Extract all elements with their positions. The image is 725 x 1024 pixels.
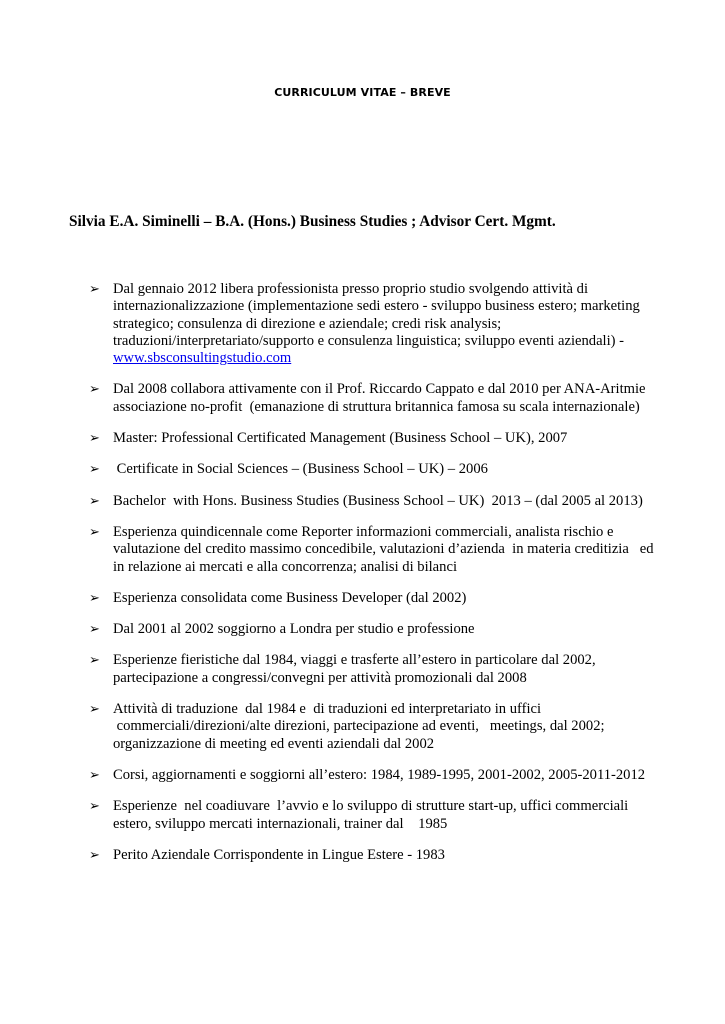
arrow-bullet-icon: ➢ bbox=[89, 493, 100, 509]
list-item bbox=[89, 281, 669, 367]
arrow-bullet-icon: ➢ bbox=[89, 702, 100, 718]
arrow-bullet-icon: ➢ bbox=[89, 382, 100, 398]
list-item-text: Perito Aziendale Corrispondente in Lingue Estere - 1983 bbox=[113, 846, 445, 863]
list-item bbox=[89, 767, 669, 784]
list-item-text: Esperienze fieristiche dal 1984, viaggi e trasferte all’estero in particolare dal 2002, bbox=[113, 652, 596, 669]
list-item bbox=[89, 621, 669, 638]
arrow-bullet-icon: ➢ bbox=[89, 653, 100, 669]
list-item-text: organizzazione di meeting ed eventi aziendali dal 2002 bbox=[113, 735, 435, 752]
list-item-text: in relazione ai mercati e alla concorrenza; analisi di bilanci bbox=[113, 558, 457, 575]
arrow-bullet-icon: ➢ bbox=[89, 622, 100, 638]
list-item-text: Certificate in Social Sciences – (Business School – UK) – 2006 bbox=[113, 461, 488, 478]
list-item-text: Esperienze nel coadiuvare l’avvio e lo sviluppo di strutture start-up, uffici commerciali bbox=[113, 798, 629, 815]
list-item bbox=[89, 461, 669, 478]
list-item-text: associazione no-profit (emanazione di struttura britannica famosa su scala internazionale) bbox=[113, 398, 640, 415]
cv-heading: Silvia E.A. Siminelli – B.A. (Hons.) Business Studies ; Advisor Cert. Mgmt. bbox=[69, 213, 556, 230]
list-item-text: Dal 2008 collabora attivamente con il Prof. Riccardo Cappato e dal 2010 per ANA-Aritmie bbox=[113, 381, 646, 398]
list-item-text: traduzioni/interpretariato/supporto e consulenza linguistica; sviluppo eventi aziendali) - bbox=[113, 332, 625, 349]
list-item-text: Bachelor with Hons. Business Studies (Business School – UK) 2013 – (dal 2005 al 2013) bbox=[113, 492, 643, 509]
arrow-bullet-icon: ➢ bbox=[89, 431, 100, 447]
list-item bbox=[89, 524, 669, 576]
document-title: CURRICULUM VITAE – BREVE bbox=[274, 86, 451, 99]
arrow-bullet-icon: ➢ bbox=[89, 767, 100, 783]
list-item bbox=[89, 652, 669, 687]
list-item-text: estero, sviluppo mercati internazionali, trainer dal 1985 bbox=[113, 815, 448, 832]
list-item-text: Esperienza quindicennale come Reporter informazioni commerciali, analista rischio e bbox=[113, 523, 614, 540]
list-item-text: commerciali/direzioni/alte direzioni, partecipazione ad eventi, meetings, dal 2002; bbox=[113, 718, 605, 735]
list-item-text: valutazione del credito massimo concedibile, valutazioni d’azienda in materia creditizia ed bbox=[113, 541, 654, 558]
arrow-bullet-icon: ➢ bbox=[89, 590, 100, 606]
arrow-bullet-icon: ➢ bbox=[89, 282, 100, 297]
list-item bbox=[89, 847, 669, 864]
arrow-bullet-icon: ➢ bbox=[89, 847, 100, 863]
list-item-text: strategico; consulenza di direzione e aziendale; credi risk analysis; bbox=[113, 315, 502, 332]
list-item bbox=[89, 430, 669, 447]
list-item-text: internazionalizzazione (implementazione sedi estero - sviluppo business estero; marketing bbox=[113, 298, 640, 315]
list-item-text: Esperienza consolidata come Business Developer (dal 2002) bbox=[113, 589, 467, 606]
list-item bbox=[89, 798, 669, 833]
list-item bbox=[89, 493, 669, 510]
list-item-text: Dal 2001 al 2002 soggiorno a Londra per studio e professione bbox=[113, 621, 475, 638]
list-item-text: Corsi, aggiornamenti e soggiorni all’estero: 1984, 1989-1995, 2001-2002, 2005-2011-2012 bbox=[113, 766, 646, 783]
list-item-text: Dal gennaio 2012 libera professionista presso proprio studio svolgendo attività di bbox=[113, 281, 589, 297]
list-item bbox=[89, 590, 669, 607]
experience-list bbox=[89, 281, 669, 878]
list-item bbox=[89, 381, 669, 416]
arrow-bullet-icon: ➢ bbox=[89, 462, 100, 478]
website-link[interactable]: www.sbsconsultingstudio.com bbox=[113, 350, 292, 367]
list-item-text: Master: Professional Certificated Management (Business School – UK), 2007 bbox=[113, 430, 568, 447]
list-item bbox=[89, 701, 669, 753]
list-item-text: partecipazione a congressi/convegni per attività promozionali dal 2008 bbox=[113, 669, 527, 686]
arrow-bullet-icon: ➢ bbox=[89, 799, 100, 815]
arrow-bullet-icon: ➢ bbox=[89, 524, 100, 540]
list-item-text: Attività di traduzione dal 1984 e di traduzioni ed interpretariato in uffici bbox=[113, 701, 542, 718]
